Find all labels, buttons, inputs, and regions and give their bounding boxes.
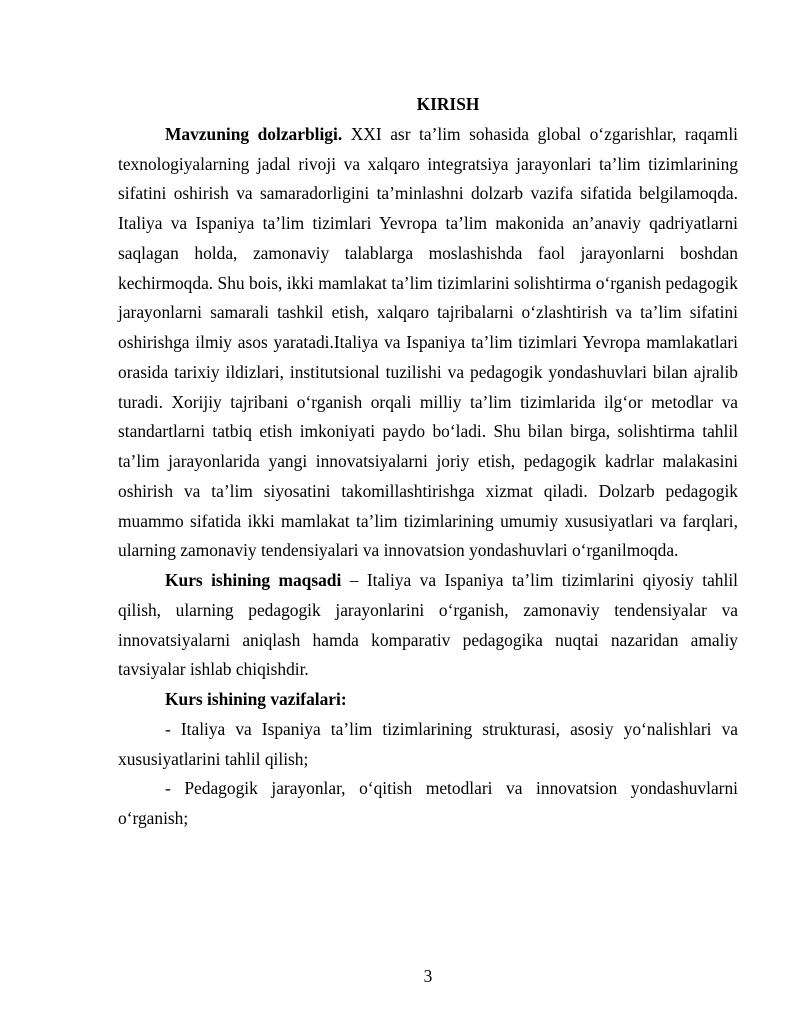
page-number	[118, 966, 738, 987]
relevance-paragraph	[118, 120, 738, 566]
goal-title: Kurs ishining maqsadi	[165, 570, 342, 590]
section-heading: KIRISH	[416, 94, 480, 114]
goal-text: – Italiya va Ispaniya ta’lim tizimlarini qiyosiy tahlil qilish, ularning pedagogik jarayonlarini o‘rganish, zamonaviy tendensiyalar va innovatsiyalarni aniqlash hamda komparativ pedagogika nuqtai nazaridan amaliy tavsiyalar ishlab chiqishdir.	[118, 570, 738, 680]
document-page	[118, 90, 738, 834]
task-item-1: - Italiya va Ispaniya ta’lim tizimlarining strukturasi, asosiy yo‘nalishlari va xususiyatlarini tahlil qilish;	[118, 718, 738, 769]
tasks-heading-paragraph	[118, 685, 738, 715]
page-number-text: 3	[423, 966, 433, 986]
relevance-title: Mavzuning dolzarbligi.	[165, 123, 343, 144]
relevance-text: XXI asr ta’lim sohasida global o‘zgarishlar, raqamli texnologiyalarning jadal rivoji va xalqaro integratsiya jarayonlari ta’lim tizimlarining sifatini oshirish va samaradorligini ta’minlashni dolzarb vazifa sifatida belgilamoqda. Italiya va Ispaniya ta’lim tizimlari Yevropa ta’lim makonida an’anaviy qadriyatlarni saqlagan holda, zamonaviy talablarga moslashishda faol jarayonlarni boshdan kechirmoqda. Shu bois, ikki mamlakat ta’lim tizimlarini solishtirma o‘rganish pedagogik jarayonlarni samarali tashkil etish, xalqaro tajribalarni o‘zlashtirish va ta’lim sifatini oshirishga ilmiy asos yaratadi.Italiya va Ispaniya ta’lim tizimlari Yevropa mamlakatlari orasida tarixiy ildizlari, institutsional tuzilishi va pedagogik yondashuvlari bilan ajralib turadi. Xorijiy tajribani o‘rganish orqali milliy ta’lim tizimlarida ilg‘or metodlar va standartlarni tatbiq etish imkoniyati paydo bo‘ladi. Shu bilan birga, solishtirma tahlil ta’lim jarayonlarida yangi innovatsiyalarni joriy etish, pedagogik kadrlar malakasini oshirish va ta’lim siyosatini takomillashtirishga xizmat qiladi. Dolzarb pedagogik muammo sifatida ikki mamlakat ta’lim tizimlarining umumiy xususiyatlari va farqlari, ularning zamonaviy tendensiyalari va innovatsion yondashuvlari o‘rganilmoqda.	[118, 123, 738, 561]
goal-paragraph	[118, 566, 738, 685]
tasks-title: Kurs ishining vazifalari:	[165, 689, 347, 709]
task-item-2: - Pedagogik jarayonlar, o‘qitish metodlari va innovatsion yondashuvlarni o‘rganish;	[118, 778, 738, 828]
